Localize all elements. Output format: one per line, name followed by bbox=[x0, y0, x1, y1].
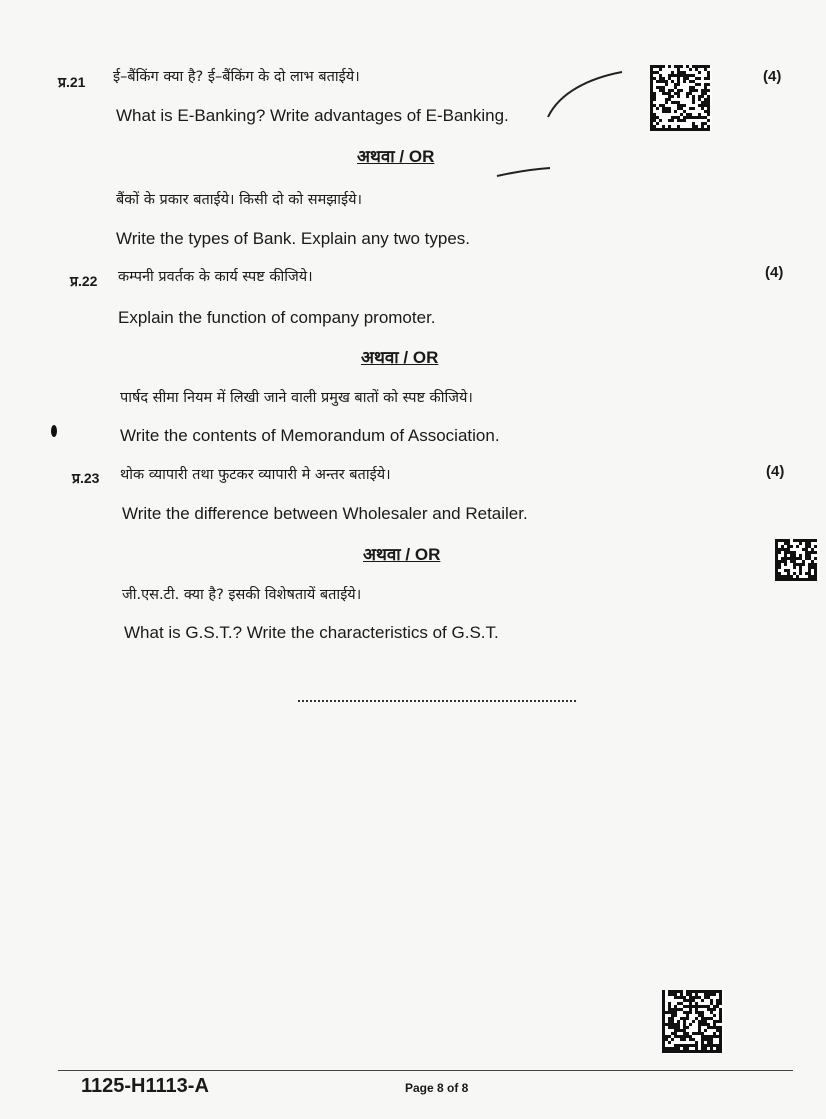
question-21-marks: (4) bbox=[763, 68, 782, 85]
question-22-marks: (4) bbox=[765, 264, 784, 281]
question-22-or-label: अथवा / OR bbox=[361, 348, 439, 367]
paper-code: 1125-H1113-A bbox=[81, 1075, 209, 1097]
footer-rule bbox=[58, 1070, 793, 1071]
question-21-alt-hindi: बैंकों के प्रकार बताईये। किसी दो को समझाईये। bbox=[116, 192, 362, 208]
question-21-alt-english: Write the types of Bank. Explain any two types. bbox=[116, 229, 471, 248]
question-23-marks: (4) bbox=[766, 463, 785, 480]
question-23-number: प्र.23 bbox=[72, 470, 100, 486]
datamatrix-code-bottom bbox=[662, 990, 724, 1054]
question-22-alt-english: Write the contents of Memorandum of Association. bbox=[120, 426, 500, 445]
question-23-alt-hindi: जी.एस.टी. क्या है? इसकी विशेषतायें बताईये। bbox=[122, 587, 362, 603]
question-23-english: Write the difference between Wholesaler and Retailer. bbox=[122, 504, 528, 523]
page-number: Page 8 of 8 bbox=[405, 1081, 469, 1095]
question-21-english: What is E-Banking? Write advantages of E-Banking. bbox=[116, 106, 509, 125]
question-22-alt-hindi: पार्षद सीमा नियम में लिखी जाने वाली प्रमुख बातों को स्पष्ट कीजिये। bbox=[120, 390, 473, 406]
question-22-number: प्र.22 bbox=[70, 273, 98, 289]
question-21-number: प्र.21 bbox=[58, 74, 86, 90]
question-23-alt-english: What is G.S.T.? Write the characteristics of G.S.T. bbox=[124, 623, 499, 642]
question-22-hindi: कम्पनी प्रवर्तक के कार्य स्पष्ट कीजिये। bbox=[118, 269, 313, 285]
qr-code-side bbox=[775, 539, 817, 581]
question-23-or-label: अथवा / OR bbox=[363, 545, 441, 564]
question-23-hindi: थोक व्यापारी तथा फुटकर व्यापारी मे अन्तर बताईये। bbox=[120, 467, 391, 483]
question-21-hindi: ई–बैंकिंग क्या है? ई–बैंकिंग के दो लाभ बताईये। bbox=[113, 69, 360, 85]
question-21-or-label: अथवा / OR bbox=[357, 147, 435, 166]
question-22-english: Explain the function of company promoter. bbox=[118, 308, 436, 327]
datamatrix-code-top bbox=[650, 65, 712, 131]
